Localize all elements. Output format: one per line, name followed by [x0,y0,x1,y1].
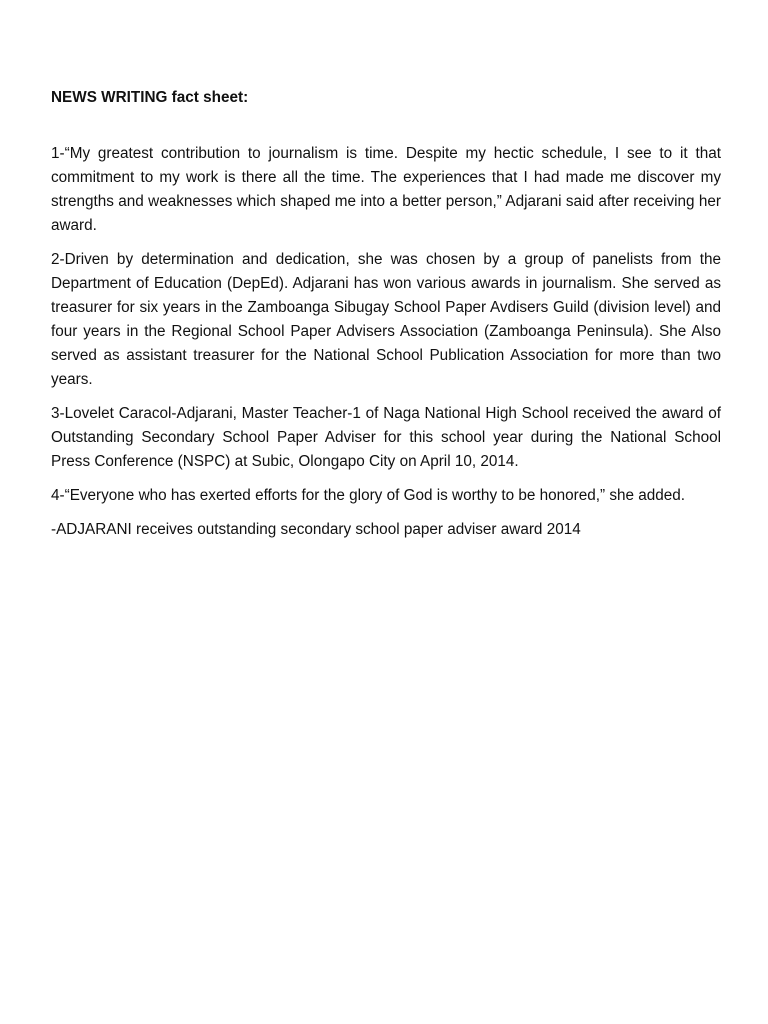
document-body [51,86,721,552]
headline-line: -ADJARANI receives outstanding secondary school paper adviser award 2014 [51,521,581,538]
paragraph-2: 2-Driven by determination and dedication, she was chosen by a group of panelists from the Department of Education (DepEd). Adjarani has won various awards in journalism. She served as treasurer for six years in the Zamboanga Sibugay School Paper Avdisers Guild (division level) and four years in the Regional School Paper Advisers Association (Zamboanga Peninsula). She Also served as assistant treasurer for the National School Publication Association for more than two years. [51,251,721,388]
paragraph-3: 3-Lovelet Caracol-Adjarani, Master Teacher-1 of Naga National High School received the award of Outstanding Secondary School Paper Adviser for this school year during the National School Press Conference (NSPC) at Subic, Olongapo City on April 10, 2014. [51,405,721,470]
paragraph-1: 1-“My greatest contribution to journalism is time. Despite my hectic schedule, I see to it that commitment to my work is there all the time. The experiences that I had made me discover my strengths and weaknesses which shaped me into a better person,” Adjarani said after receiving her award. [51,145,721,234]
document-title: NEWS WRITING fact sheet: [51,89,249,106]
paragraph-4: 4-“Everyone who has exerted efforts for the glory of God is worthy to be honored,” she added. [51,487,686,504]
